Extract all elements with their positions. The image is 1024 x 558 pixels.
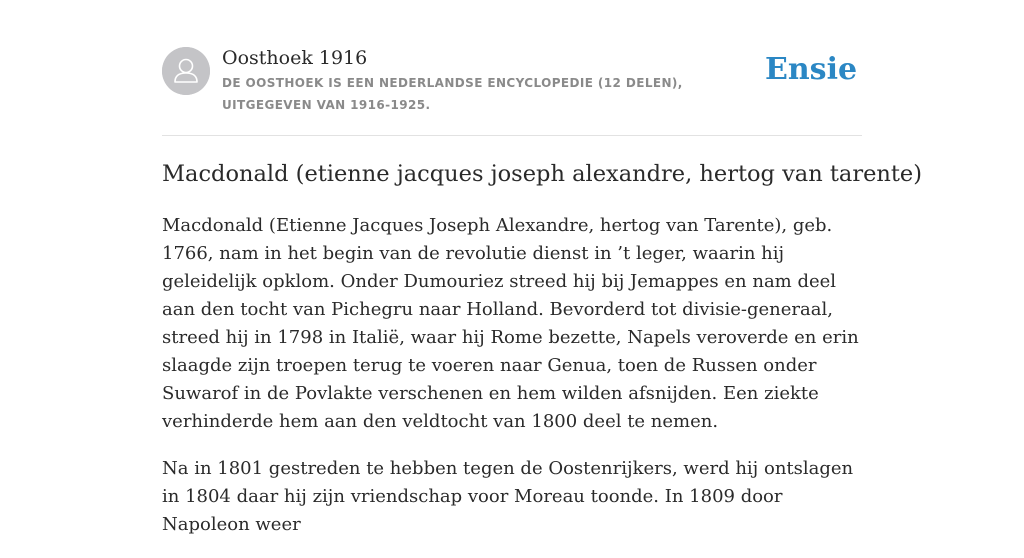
article-title: Macdonald (etienne jacques joseph alexandre, hertog van tarente) xyxy=(162,161,923,187)
source-header xyxy=(162,46,862,136)
header-divider xyxy=(162,135,862,136)
source-description: DE OOSTHOEK IS EEN NEDERLANDSE ENCYCLOPEDIE (12 DELEN), UITGEGEVEN VAN 1916-1925. xyxy=(222,76,683,112)
source-title[interactable]: Oosthoek 1916 xyxy=(222,47,368,69)
ensie-logo[interactable]: Ensie xyxy=(765,52,858,87)
user-avatar-icon[interactable] xyxy=(162,47,210,95)
article-paragraph: Na in 1801 gestreden te hebben tegen de Oostenrijkers, werd hij ontslagen in 1804 daar hij zijn vriendschap voor Moreau toonde. In 1809 door Napoleon weer xyxy=(162,458,854,535)
user-silhouette-icon xyxy=(162,47,210,95)
article-body xyxy=(162,212,868,558)
article-paragraph: Macdonald (Etienne Jacques Joseph Alexandre, hertog van Tarente), geb. 1766, nam in het begin van de revolutie dienst in ’t leger, waarin hij geleidelijk opklom. Onder Dumouriez streed hij bij Jemappes en nam deel aan den tocht van Pichegru naar Holland. Bevorderd tot divisie-generaal, streed hij in 1798 in Italië, waar hij Rome bezette, Napels veroverde en erin slaagde zijn troepen terug te voeren naar Genua, toen de Russen onder Suwarof in de Povlakte verschenen en hem wilden afsnijden. Een ziekte verhinderde hem aan den veldtocht van 1800 deel te nemen. xyxy=(162,215,859,432)
